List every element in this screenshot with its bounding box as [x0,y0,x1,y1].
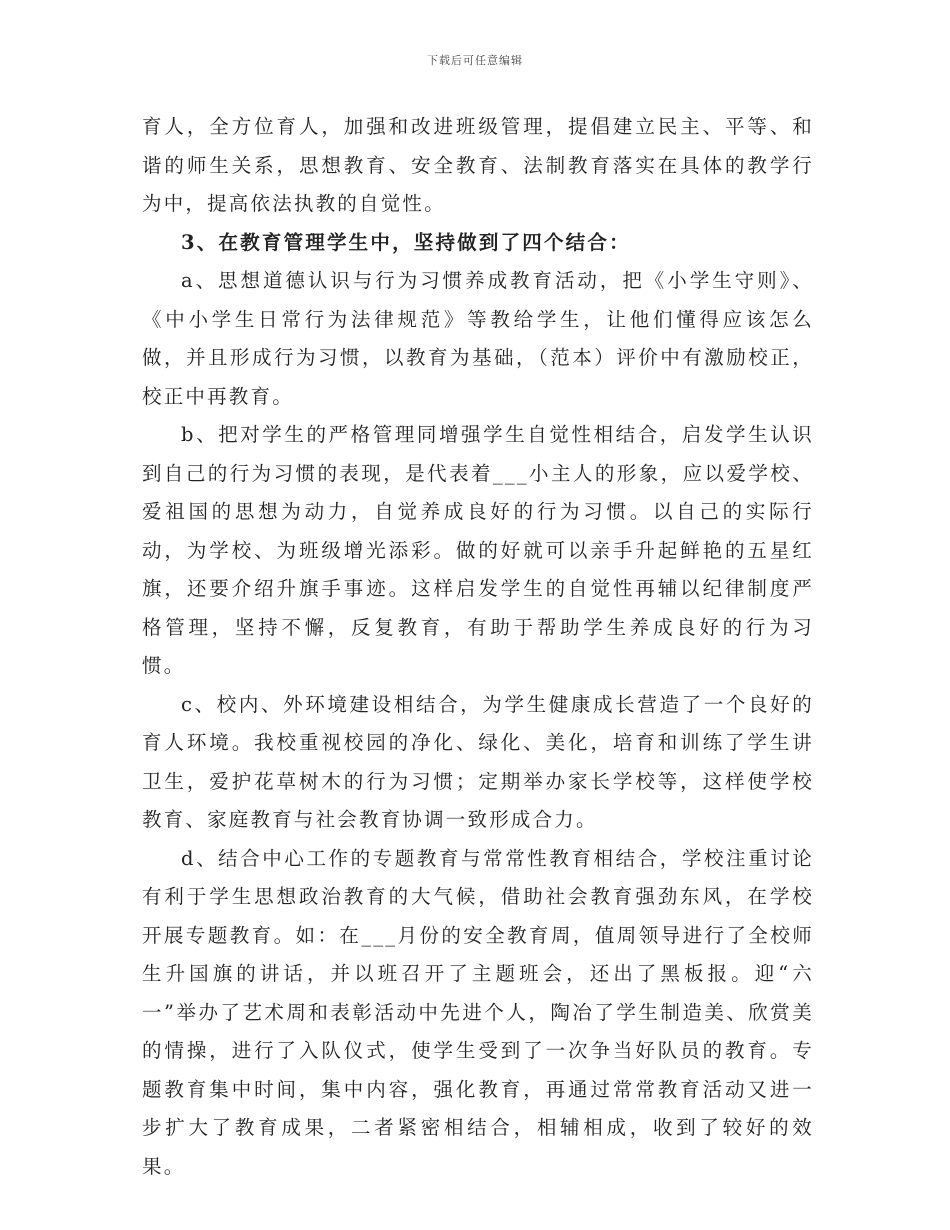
page-header-note: 下载后可任意编辑 [427,54,523,67]
paragraph-intro: 育人，全方位育人，加强和改进班级管理，提倡建立民主、平等、和谐的师生关系，思想教育、安全教育、法制教育落实在具体的教学行为中，提高依法执教的自觉性。 [142,115,814,215]
section-heading-3: 3、在教育管理学生中，坚持做到了四个结合： [181,230,631,254]
paragraph-d: d、结合中心工作的专题教育与常常性教育相结合，学校注重讨论有利于学生思想政治教育的大气候，借助社会教育强劲东风，在学校开展专题教育。如：在___月份的安全教育周，值周领导进行了全校师生升国旗的讲话，并以班召开了主题班会，还出了黑板报。迎“六一”举办了艺术周和表彰活动中先进个人，陶冶了学生制造美、欣赏美的情操，进行了入队仪式，使学生受到了一次争当好队员的教育。专题教育集中时间，集中内容，强化教育，再通过常常教育活动又进一步扩大了教育成果，二者紧密相结合，相辅相成，收到了较好的效果。 [142,846,814,1178]
document-body [142,108,814,1186]
paragraph-b: b、把对学生的严格管理同增强学生自觉性相结合，启发学生认识到自己的行为习惯的表现，是代表着___小主人的形象，应以爱学校、爱祖国的思想为动力，自觉养成良好的行为习惯。以自己的实际行动，为学校、为班级增光添彩。做的好就可以亲手升起鲜艳的五星红旗，还要介绍升旗手事迹。这样启发学生的自觉性再辅以纪律制度严格管理，坚持不懈，反复教育，有助于帮助学生养成良好的行为习惯。 [142,423,814,677]
paragraph-a: a、思想道德认识与行为习惯养成教育活动，把《小学生守则》、《中小学生日常行为法律规范》等教给学生，让他们懂得应该怎么做，并且形成行为习惯，以教育为基础，（范本）评价中有激励校正，校正中再教育。 [142,269,814,408]
paragraph-c: c、校内、外环境建设相结合，为学生健康成长营造了一个良好的育人环境。我校重视校园的净化、绿化、美化，培育和训练了学生讲卫生，爱护花草树木的行为习惯；定期举办家长学校等，这样使学校教育、家庭教育与社会教育协调一致形成合力。 [142,692,814,831]
